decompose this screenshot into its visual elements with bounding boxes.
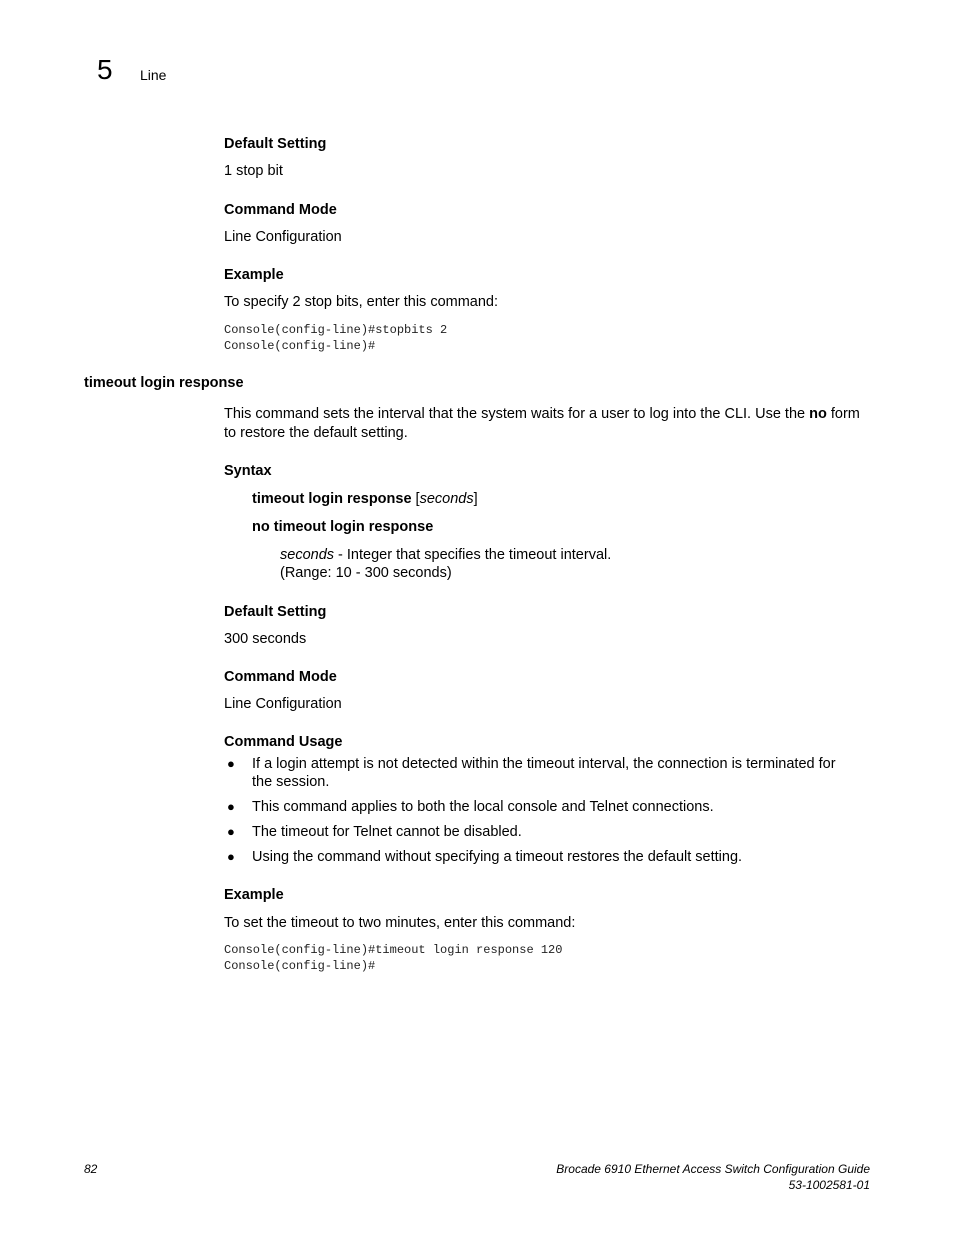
parameter-description	[280, 547, 611, 563]
usage-item: This command applies to both the local console and Telnet connections.	[252, 799, 714, 815]
parameter-text: - Integer that specifies the timeout interval.	[334, 547, 612, 563]
usage-item: Using the command without specifying a timeout restores the default setting.	[252, 849, 743, 865]
parameter-range: (Range: 10 - 300 seconds)	[280, 565, 452, 581]
usage-item: The timeout for Telnet cannot be disabled.	[252, 824, 522, 840]
syntax-line	[252, 491, 478, 507]
command-mode-value: Line Configuration	[224, 229, 342, 245]
description-text: form	[826, 406, 860, 422]
description-text: This command sets the interval that the system waits for a user to log into the CLI. Use the	[224, 406, 810, 422]
default-setting-value: 300 seconds	[224, 631, 307, 647]
code-line: Console(config-line)#	[224, 339, 376, 353]
bullet-icon: ●	[227, 756, 235, 771]
example-heading: Example	[224, 887, 284, 903]
page-number: 82	[84, 1162, 98, 1176]
default-setting-value: 1 stop bit	[224, 163, 283, 179]
syntax-param: seconds	[419, 491, 474, 507]
document-title: Brocade 6910 Ethernet Access Switch Configuration Guide	[556, 1162, 870, 1176]
code-line: Console(config-line)#timeout login response 120	[224, 943, 563, 957]
command-usage-heading: Command Usage	[224, 734, 343, 750]
parameter-name: seconds	[280, 547, 335, 563]
default-setting-heading: Default Setting	[224, 136, 327, 152]
example-intro: To set the timeout to two minutes, enter this command:	[224, 915, 576, 931]
usage-item: If a login attempt is not detected within the timeout interval, the connection is terminated for	[252, 756, 836, 772]
bracket-open: [	[411, 491, 420, 507]
command-title: timeout login response	[84, 375, 244, 391]
example-intro: To specify 2 stop bits, enter this command:	[224, 294, 499, 310]
chapter-number: 5	[97, 54, 113, 85]
bullet-icon: ●	[227, 824, 235, 839]
command-mode-heading: Command Mode	[224, 202, 337, 218]
syntax-heading: Syntax	[224, 463, 272, 479]
document-number: 53-1002581-01	[788, 1178, 870, 1192]
no-keyword: no	[809, 406, 827, 422]
code-line: Console(config-line)#stopbits 2	[224, 323, 448, 337]
code-line: Console(config-line)#	[224, 959, 376, 973]
command-description	[224, 406, 860, 422]
example-heading: Example	[224, 267, 284, 283]
command-description-line2: to restore the default setting.	[224, 425, 408, 441]
usage-item-continued: the session.	[252, 774, 330, 790]
command-mode-heading: Command Mode	[224, 669, 337, 685]
bullet-icon: ●	[227, 849, 235, 864]
bracket-close: ]	[473, 491, 478, 507]
command-mode-value: Line Configuration	[224, 696, 342, 712]
bullet-icon: ●	[227, 799, 235, 814]
syntax-no-form: no timeout login response	[252, 519, 434, 535]
default-setting-heading: Default Setting	[224, 604, 327, 620]
chapter-title: Line	[140, 67, 167, 83]
syntax-command: timeout login response	[252, 491, 412, 507]
